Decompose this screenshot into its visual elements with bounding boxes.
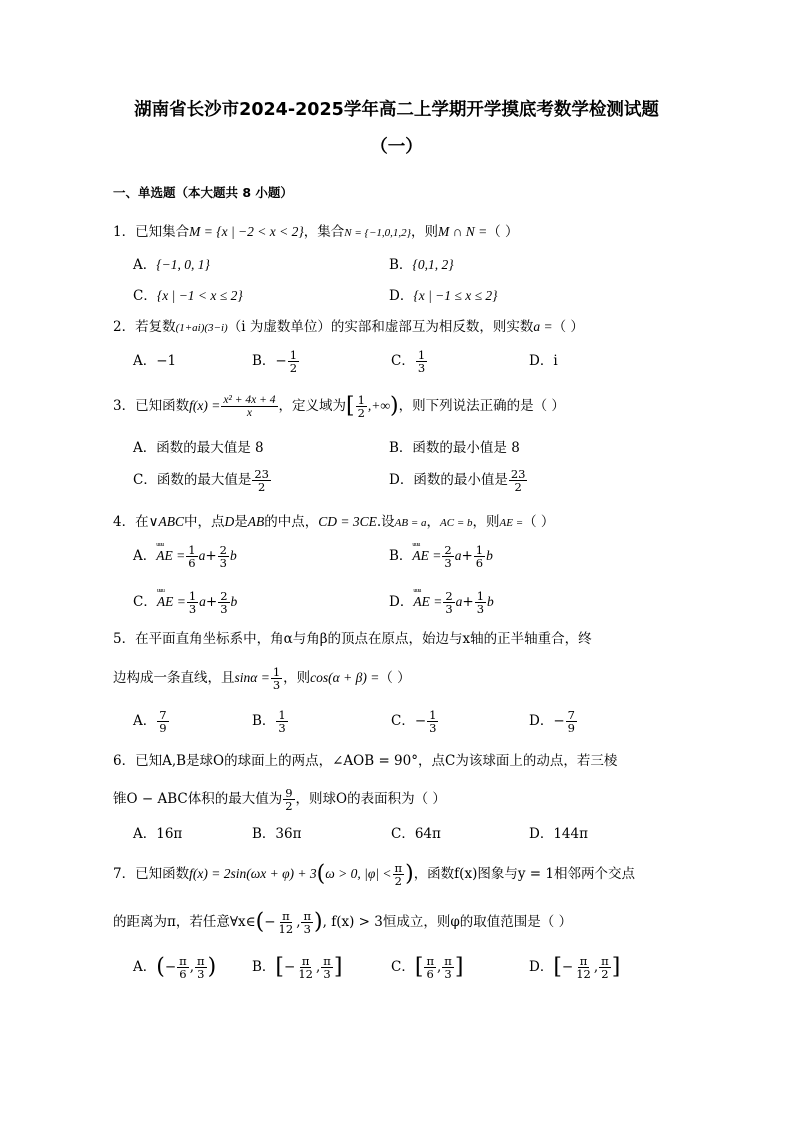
question-1-stem: 1．已知集合M = {x | −2 < x < 2}，集合N = {−1,0,1,2}，则M ∩ N =（ ） — [113, 224, 519, 240]
question-3-option-b[interactable]: B．函数的最小值是 8 — [389, 440, 520, 456]
question-6-stem-line-1: 6．已知A,B是球O的球面上的两点，∠AOB = 90°，点C为该球面上的动点，若三棱 — [113, 753, 618, 769]
question-6-stem-line-2: 锥O − ABC体积的最大值为 $\frac{9}{2}$ ，则球O的表面积为（ ） — [113, 786, 446, 814]
question-7-stem-line-1: 7．已知函数f(x) = 2sin(ωx + φ) + 3(ω > 0, |φ| < $\frac{\pi}{2}$ )，函数f(x)图象与y = 1相邻两个交点 — [113, 861, 635, 889]
question-6-option-a[interactable]: A．16π — [133, 826, 183, 842]
question-2-option-a[interactable]: A．−1 — [133, 353, 177, 369]
page-title: 湖南省长沙市2024-2025学年高二上学期开学摸底考数学检测试题 — [134, 100, 659, 120]
question-1-option-c[interactable]: C．{x | −1 < x ≤ 2} — [133, 288, 243, 304]
question-3-option-c[interactable]: C．函数的最大值是 $\frac{23}{2}$ — [133, 467, 269, 495]
question-3-option-d[interactable]: D．函数的最小值是 $\frac{23}{2}$ — [389, 467, 526, 495]
question-4-option-c[interactable]: C．uuu AE = $\frac{1}{3}$ a+ $\frac{2}{3}$ b — [133, 590, 237, 615]
question-3-stem: 3．已知函数f(x) = $\frac{\text{x² + 4x + 4}}{x}$ ，定义域为[ $\frac{1}{2}$ ,+∞)，则下列说法正确的是（ ） — [113, 393, 565, 421]
question-4-option-d[interactable]: D．uuu AE = $\frac{2}{3}$ a+ $\frac{1}{3}$ b — [389, 590, 494, 615]
question-5-option-a[interactable]: A． $\frac{7}{9}$ — [133, 708, 167, 736]
question-1-option-a[interactable]: A．{−1, 0, 1} — [133, 257, 210, 273]
question-7-option-c[interactable]: C．[ $\frac{\pi}{6}$ , $\frac{\pi}{3}$ ] — [391, 954, 464, 982]
question-7-option-b[interactable]: B．[− $\frac{\pi}{12}$ , $\frac{\pi}{3}$ ] — [252, 954, 343, 982]
question-2-option-b[interactable]: B．− $\frac{1}{2}$ — [252, 348, 298, 376]
question-3-option-a[interactable]: A．函数的最大值是 8 — [133, 440, 264, 456]
question-4-option-b[interactable]: B．uuu AE = $\frac{2}{3}$ a+ $\frac{1}{6}$ b — [389, 544, 493, 569]
question-5-stem-line-1: 5．在平面直角坐标系中，角α与角β的顶点在原点，始边与x轴的正半轴重合，终 — [113, 631, 592, 647]
question-7-option-a[interactable]: A．(− $\frac{\pi}{6}$ , $\frac{\pi}{3}$ ) — [133, 954, 217, 982]
question-6-option-b[interactable]: B．36π — [252, 826, 302, 842]
question-5-option-c[interactable]: C．− $\frac{1}{3}$ — [391, 708, 437, 736]
question-2-stem: 2．若复数(1+ai)(3−i)（i 为虚数单位）的实部和虚部互为相反数，则实数a =（ ） — [113, 319, 584, 335]
page-subtitle: （一） — [370, 137, 423, 157]
question-2-option-c[interactable]: C． $\frac{1}{3}$ — [391, 348, 426, 376]
question-5-stem-line-2: 边构成一条直线，且sinα = $\frac{1}{3}$ ，则cos(α + β) =（ ） — [113, 665, 411, 693]
question-7-option-d[interactable]: D．[− $\frac{\pi}{12}$ , $\frac{\pi}{2}$ ] — [529, 954, 621, 982]
question-1-option-d[interactable]: D．{x | −1 ≤ x ≤ 2} — [389, 288, 498, 304]
question-2-option-d[interactable]: D．i — [529, 353, 558, 369]
question-5-option-b[interactable]: B． $\frac{1}{3}$ — [252, 708, 286, 736]
question-4-stem: 4．在∨ABC中，点D是AB的中点，CD = 3CE.设AB = a，AC = b，则AE =（ ） — [113, 514, 555, 530]
section-heading: 一、单选题（本大题共 8 小题） — [113, 185, 293, 200]
question-1-option-b[interactable]: B．{0,1, 2} — [389, 257, 454, 273]
question-6-option-c[interactable]: C．64π — [391, 826, 441, 842]
question-6-option-d[interactable]: D．144π — [529, 826, 588, 842]
question-5-option-d[interactable]: D．− $\frac{7}{9}$ — [529, 708, 575, 736]
question-7-stem-line-2: 的距离为π，若任意∀x∈(− $\frac{\pi}{12}$ , $\frac{\pi}{3}$ ), f(x) > 3恒成立，则φ的取值范围是（ ） — [113, 909, 573, 937]
question-4-option-a[interactable]: A．uuu AE = $\frac{1}{6}$ a+ $\frac{2}{3}$ b — [133, 544, 237, 569]
